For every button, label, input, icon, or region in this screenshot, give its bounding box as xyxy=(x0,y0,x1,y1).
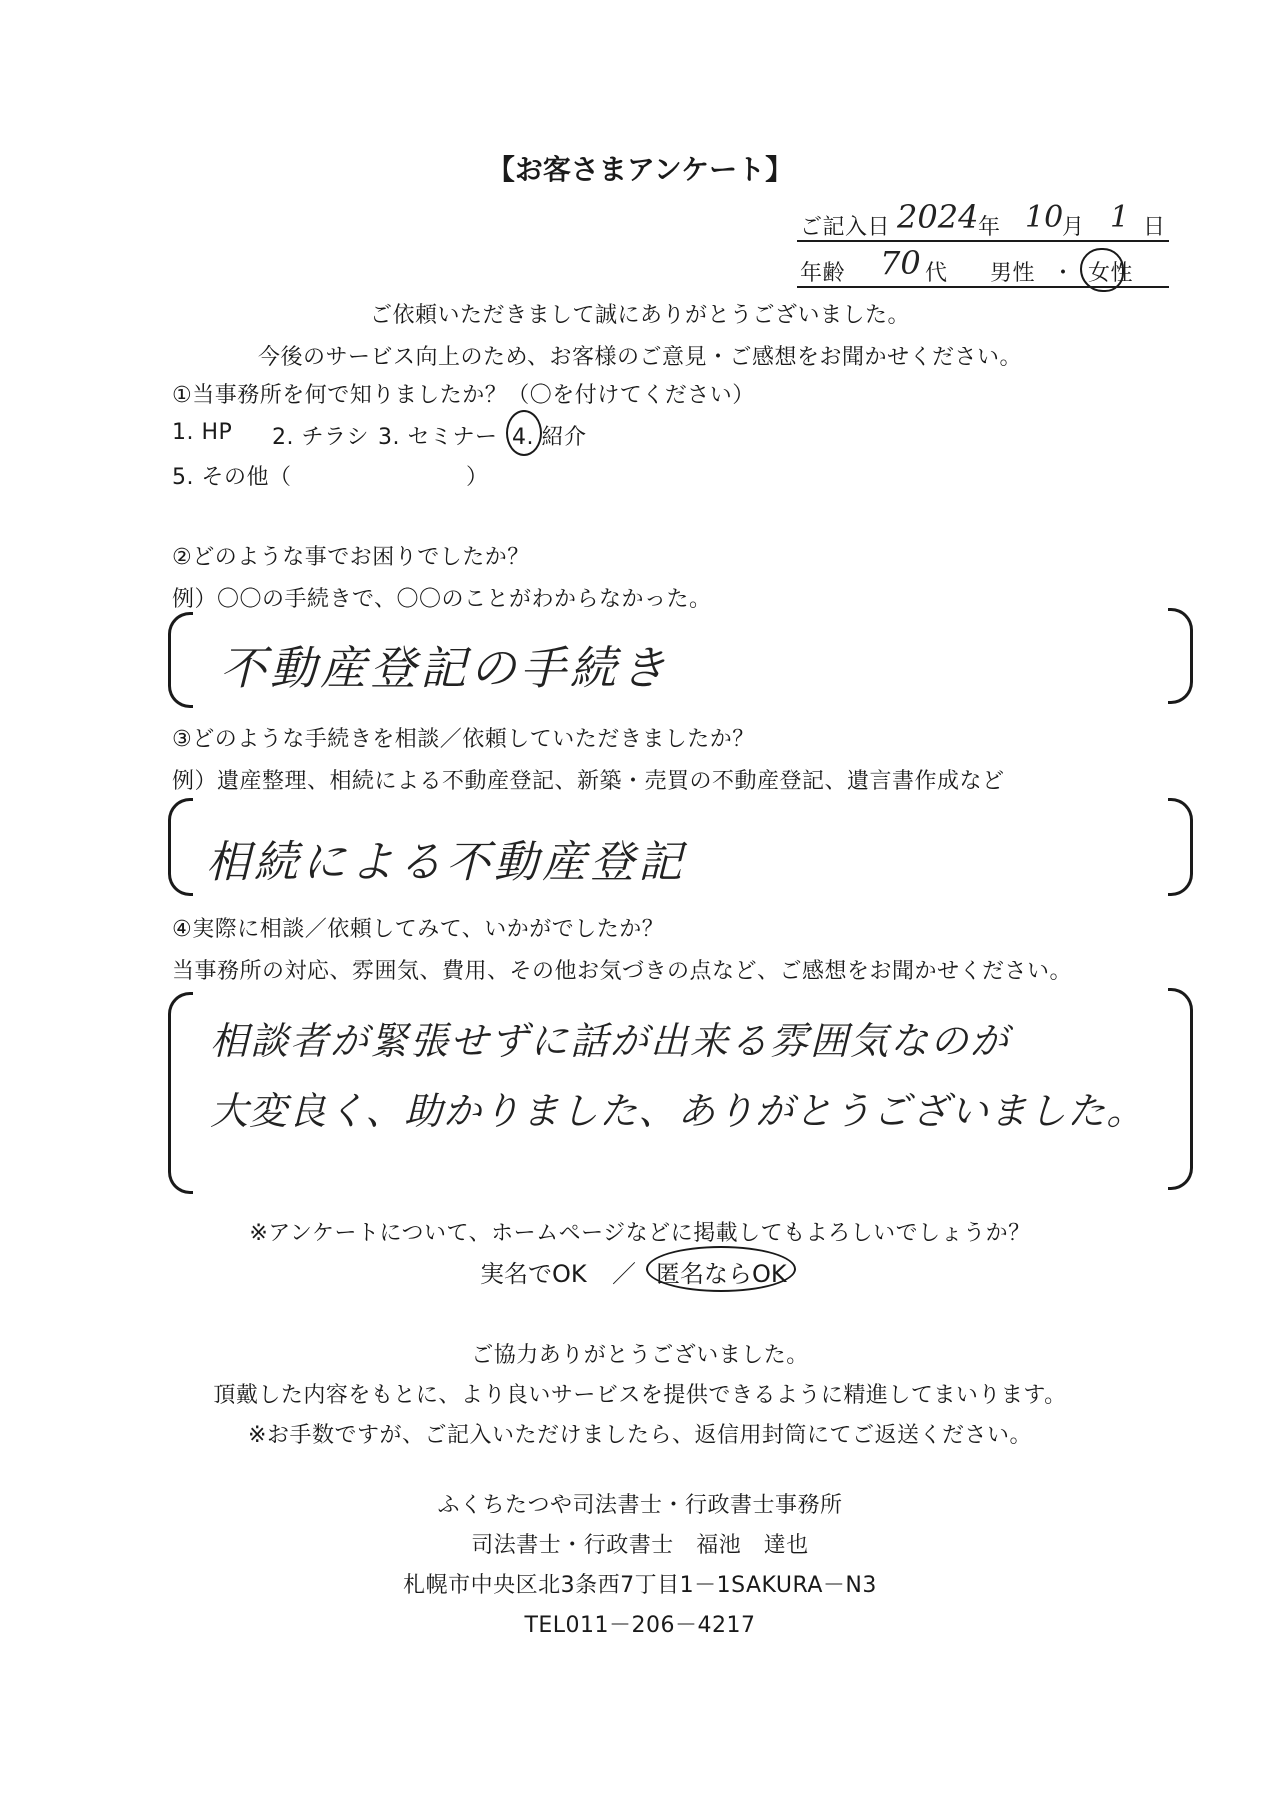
publish-anon-circle xyxy=(646,1246,796,1292)
q1-referral-circle xyxy=(506,410,542,456)
entry-date-month: 10 xyxy=(1025,200,1064,235)
q3-bracket-left xyxy=(168,798,193,896)
intro-line-1: ご依頼いただきまして誠にありがとうございました。 xyxy=(369,303,910,328)
gender-separator: ・ xyxy=(1052,261,1075,286)
publish-question: ※アンケートについて、ホームページなどに掲載してもよろしいでしょうか？ xyxy=(249,1221,1031,1246)
gender-female: 女性 xyxy=(1088,261,1134,286)
q1-option-other: 5. その他（ xyxy=(172,465,292,490)
entry-date-label: ご記入日 xyxy=(800,215,891,240)
office-address: 札幌市中央区北3条西7丁目1－1SAKURA－N3 xyxy=(403,1573,877,1598)
q3-question: ③どのような手続きを相談／依頼していただきましたか？ xyxy=(172,727,755,752)
entry-date-underline xyxy=(797,240,1169,242)
q3-bracket-right xyxy=(1168,798,1193,896)
entry-date-year-unit: 年 xyxy=(978,215,1001,240)
age-label: 年齢 xyxy=(800,261,846,286)
q2-bracket-right xyxy=(1168,608,1193,704)
q1-option-hp: 1. HP xyxy=(172,420,233,445)
publish-option-real: 実名でOK xyxy=(480,1260,587,1288)
age-value: 70 xyxy=(880,244,921,282)
survey-title: 【お客さまアンケート】 xyxy=(486,153,794,186)
q4-prompt: 当事務所の対応、雰囲気、費用、その他お気づきの点など、ご感想をお聞かせください。 xyxy=(172,959,1073,984)
q1-option-flyer: 2. チラシ xyxy=(272,425,369,450)
q2-example: 例）〇〇の手続きで、〇〇のことがわからなかった。 xyxy=(172,587,712,612)
q2-bracket-left xyxy=(168,612,193,708)
q1-option-referral: 4. 紹介 xyxy=(512,425,587,450)
q4-answer-line-1: 相談者が緊張せずに話が出来る雰囲気なのが xyxy=(210,1019,1011,1063)
q1-option-other-close: ） xyxy=(466,465,489,490)
q4-bracket-right xyxy=(1168,988,1193,1190)
q1-question: ①当事務所を何で知りましたか？（〇を付けてください） xyxy=(172,383,755,408)
office-tel: TEL011－206－4217 xyxy=(524,1613,756,1638)
gender-male: 男性 xyxy=(990,261,1036,286)
entry-date-month-unit: 月 xyxy=(1062,215,1085,240)
entry-date-year: 2024 xyxy=(897,198,979,236)
intro-line-2: 今後のサービス向上のため、お客様のご意見・ご感想をお聞かせください。 xyxy=(257,345,1023,370)
entry-date-day: 1 xyxy=(1110,200,1130,235)
closing-line-2: 頂戴した内容をもとに、より良いサービスを提供できるように精進してまいります。 xyxy=(213,1383,1067,1408)
q3-answer: 相続による不動産登記 xyxy=(206,837,686,888)
publish-option-anon: 匿名ならOK xyxy=(656,1260,787,1288)
age-unit: 代 xyxy=(925,261,948,286)
q2-answer: 不動産登記の手続き xyxy=(220,641,670,695)
q2-question: ②どのような事でお困りでしたか？ xyxy=(172,545,530,570)
closing-line-1: ご協力ありがとうございました。 xyxy=(471,1343,809,1368)
office-name: ふくちたつや司法書士・行政書士事務所 xyxy=(437,1493,843,1518)
entry-date-day-unit: 日 xyxy=(1143,215,1166,240)
publish-slash: ／ xyxy=(612,1260,636,1288)
q4-answer-line-2: 大変良く、助かりました、ありがとうございました。 xyxy=(210,1089,1146,1133)
q1-option-seminar: 3. セミナー xyxy=(378,425,498,450)
q3-example: 例）遺産整理、相続による不動産登記、新築・売買の不動産登記、遺言書作成など xyxy=(172,769,1005,794)
closing-line-3: ※お手数ですが、ご記入いただけましたら、返信用封筒にてご返送ください。 xyxy=(248,1423,1032,1448)
q4-question: ④実際に相談／依頼してみて、いかがでしたか？ xyxy=(172,917,665,942)
age-underline xyxy=(797,286,1169,288)
office-representative: 司法書士・行政書士 福池 達也 xyxy=(471,1533,809,1558)
q4-bracket-left xyxy=(168,992,193,1194)
